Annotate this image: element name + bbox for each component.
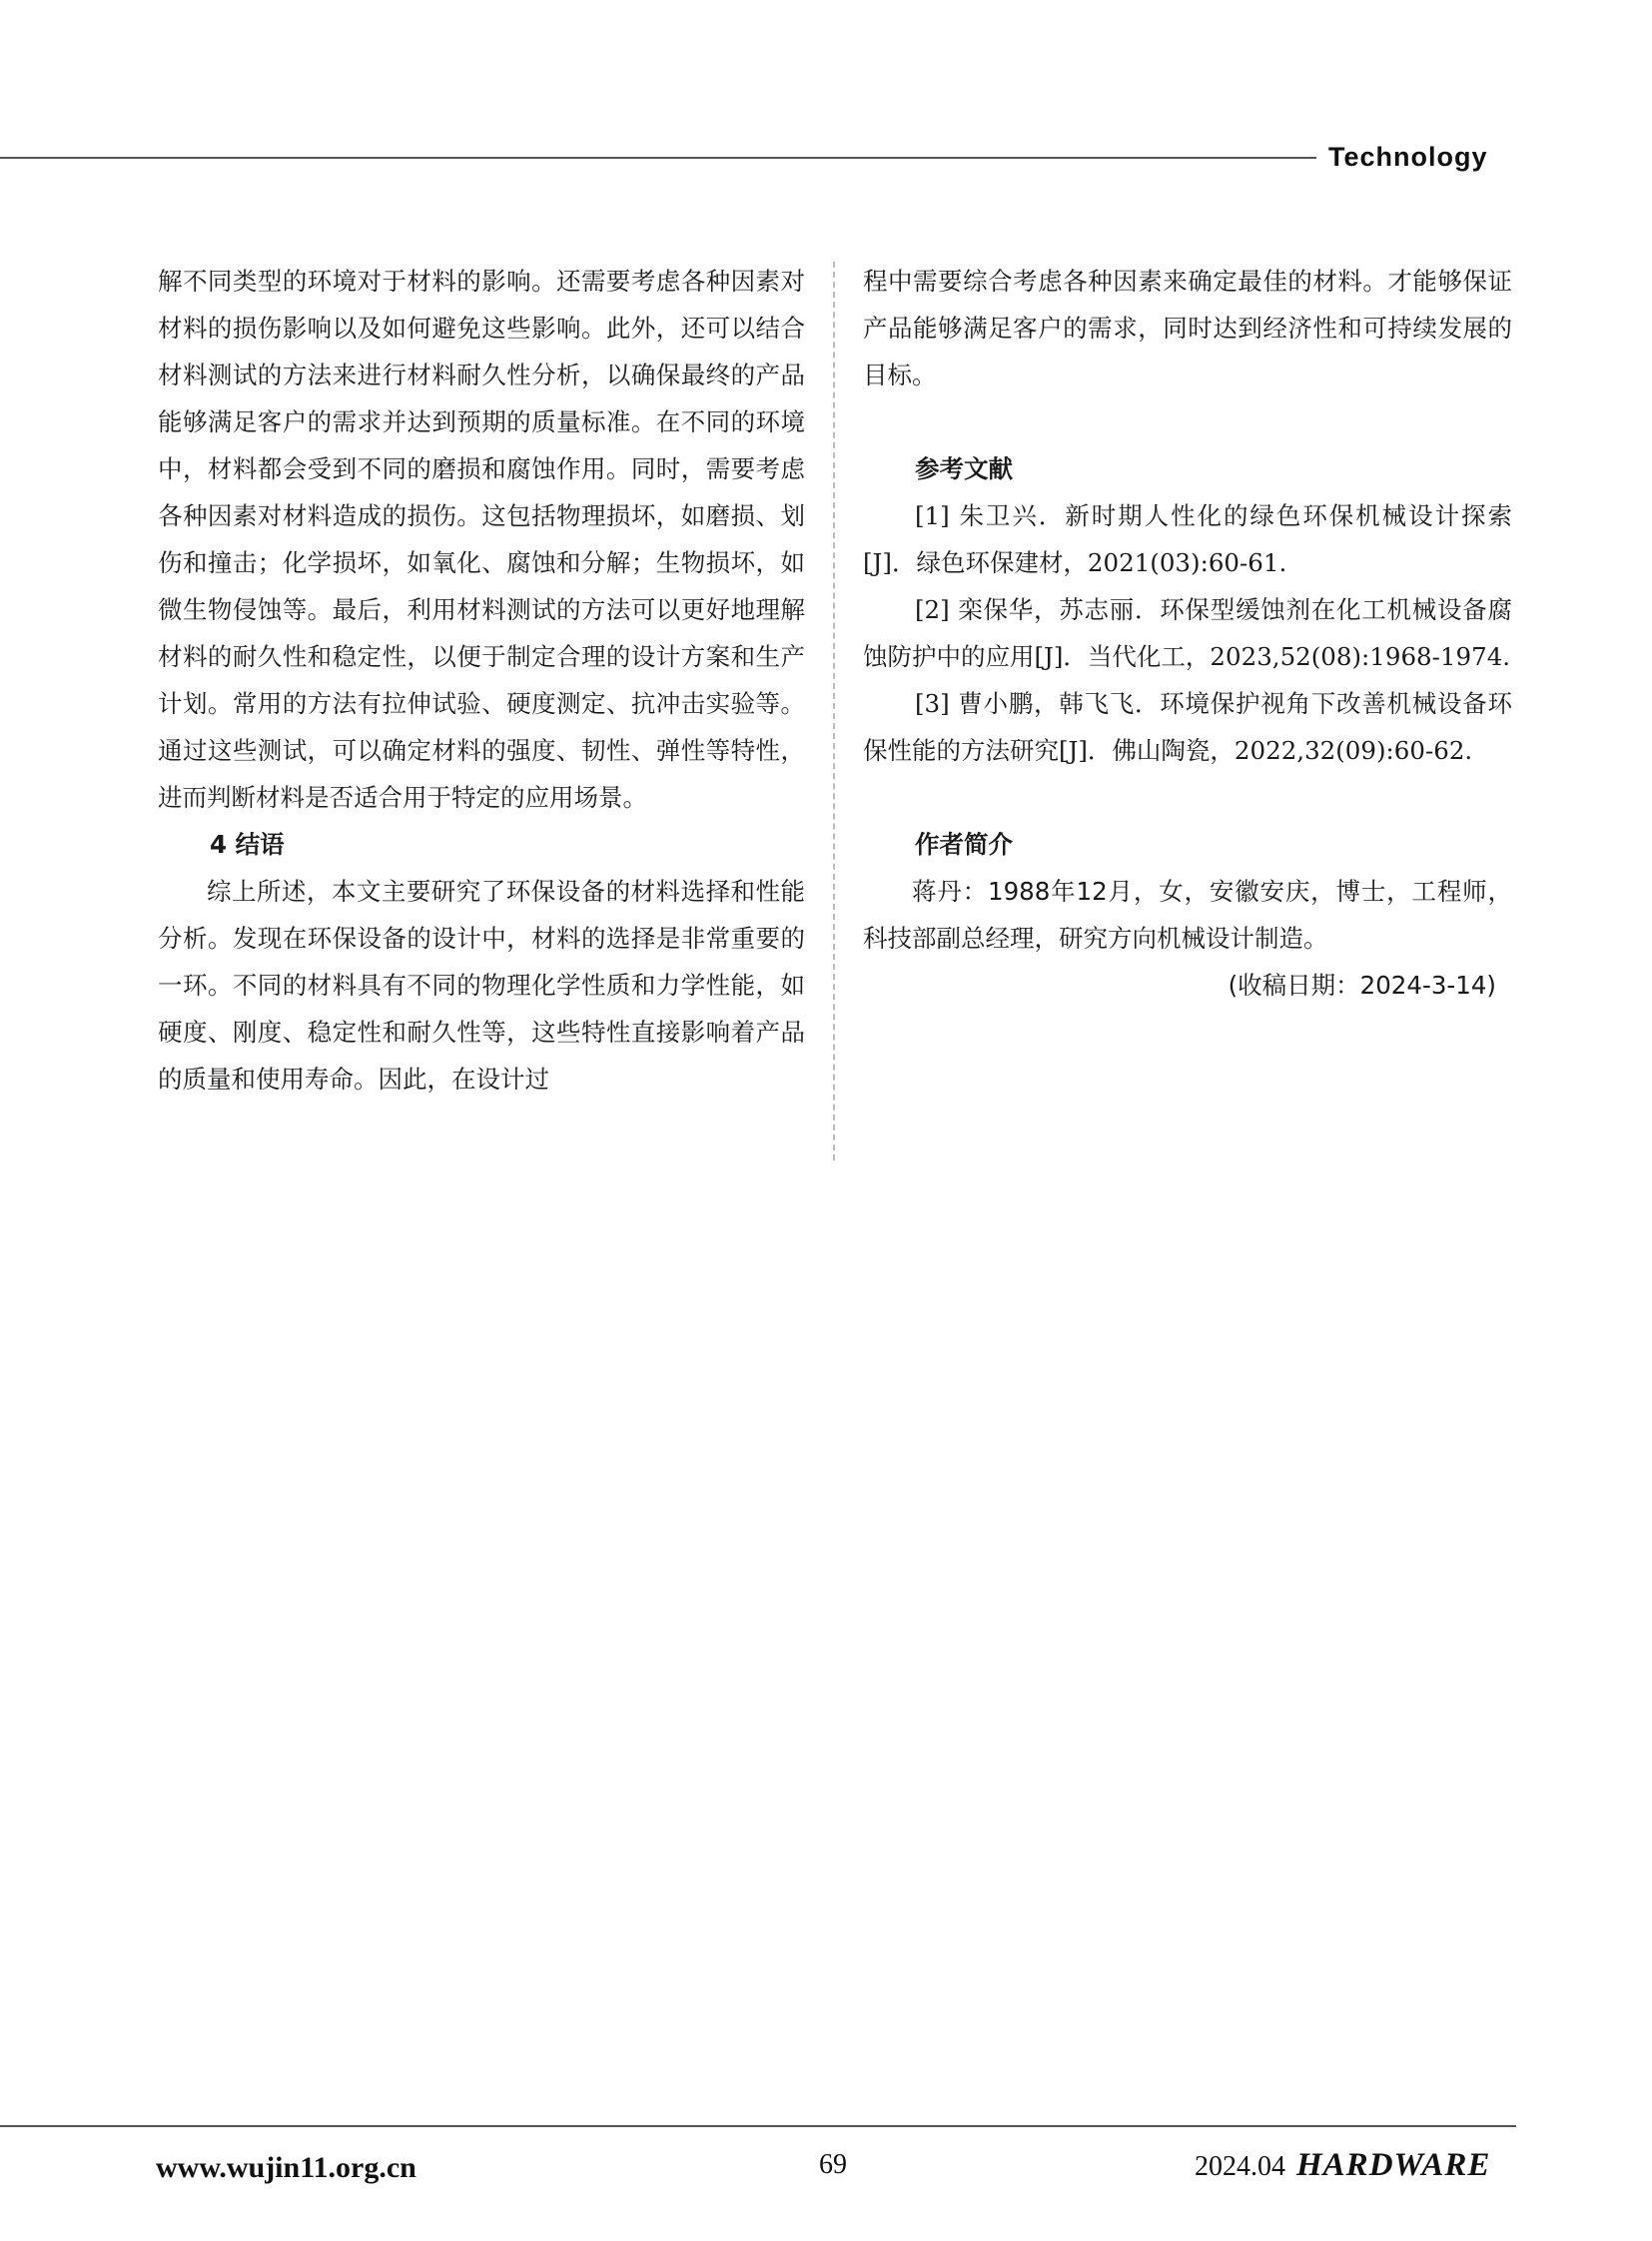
references-heading: 参考文献 xyxy=(915,454,1013,483)
author-bio: 蒋丹：1988年12月，女，安徽安庆，博士，工程师，科技部副总经理，研究方向机械设计制造。 xyxy=(863,877,1512,953)
conclusion-paragraph: 综上所述，本文主要研究了环保设备的材料选择和性能分析。发现在环保设备的设计中，材料的选择是非常重要的一环。不同的材料具有不同的物理化学性质和力学性能，如硬度、刚度、稳定性和耐久性等，这些特性直接影响着产品的质量和使用寿命。因此，在设计过 xyxy=(158,877,805,1094)
magazine-title: HARDWARE xyxy=(1296,2147,1491,2183)
reference-item: [3] 曹小鹏，韩飞飞．环境保护视角下改善机械设备环保性能的方法研究[J]．佛山陶瓷，2022,32(09):60-62. xyxy=(863,689,1512,765)
issue-date: 2024.04 xyxy=(1195,2151,1285,2182)
right-column xyxy=(863,258,1512,1009)
author-heading: 作者简介 xyxy=(915,830,1013,859)
reference-item: [1] 朱卫兴．新时期人性化的绿色环保机械设计探索[J]．绿色环保建材，2021(03):60-61. xyxy=(863,501,1512,577)
footer-rule xyxy=(0,2125,1516,2127)
footer-url: www.wujin11.org.cn xyxy=(156,2151,416,2184)
received-date: (收稿日期：2024-3-14) xyxy=(1228,971,1496,1000)
column-divider xyxy=(833,262,835,1160)
section-tag: Technology xyxy=(1328,142,1488,172)
body-paragraph: 解不同类型的环境对于材料的影响。还需要考虑各种因素对材料的损伤影响以及如何避免这些影响。此外，还可以结合材料测试的方法来进行材料耐久性分析，以确保最终的产品能够满足客户的需求并达到预期的质量标准。在不同的环境中，材料都会受到不同的磨损和腐蚀作用。同时，需要考虑各种因素对材料造成的损伤。这包括物理损坏，如磨损、划伤和撞击；化学损坏，如氧化、腐蚀和分解；生物损坏，如微生物侵蚀等。最后，利用材料测试的方法可以更好地理解材料的耐久性和稳定性，以便于制定合理的设计方案和生产计划。常用的方法有拉伸试验、硬度测定、抗冲击实验等。通过这些测试，可以确定材料的强度、韧性、弹性等特性，进而判断材料是否适合用于特定的应用场景。 xyxy=(158,267,805,812)
header-rule xyxy=(0,157,1316,159)
page-number: 69 xyxy=(819,2149,847,2180)
section-heading: 4 结语 xyxy=(210,830,285,859)
body-paragraph-continued: 程中需要综合考虑各种因素来确定最佳的材料。才能够保证产品能够满足客户的需求，同时达到经济性和可持续发展的目标。 xyxy=(863,267,1512,389)
reference-item: [2] 栾保华，苏志丽．环保型缓蚀剂在化工机械设备腐蚀防护中的应用[J]．当代化工，2023,52(08):1968-1974. xyxy=(863,595,1512,671)
left-column xyxy=(158,258,805,1103)
